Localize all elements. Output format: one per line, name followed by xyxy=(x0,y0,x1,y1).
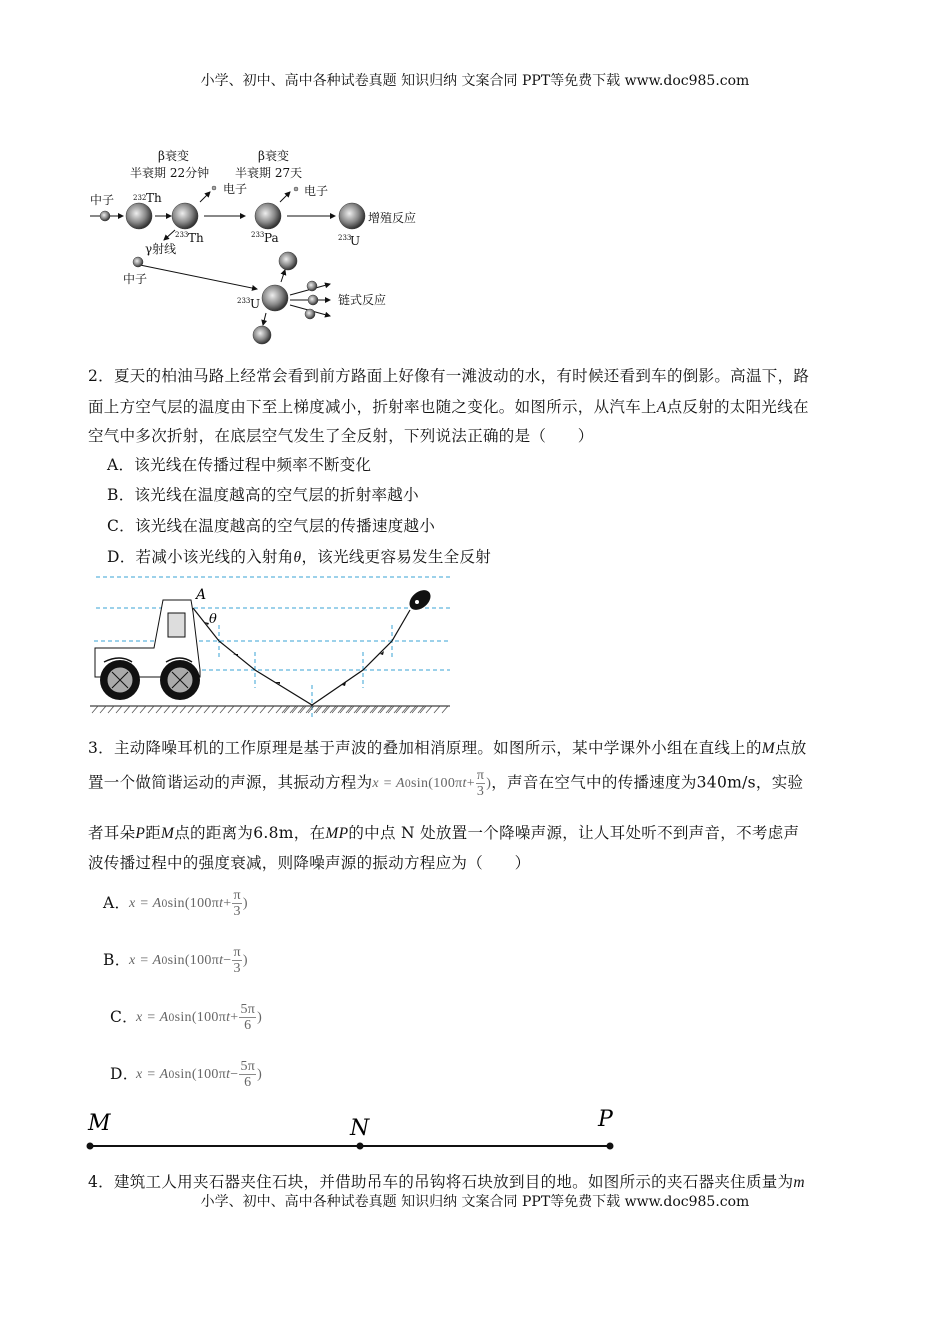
eq-sub: 0 xyxy=(404,777,412,790)
num: 5π xyxy=(240,1059,256,1074)
num: π xyxy=(233,888,241,903)
decay-label: β衰变 xyxy=(258,149,289,163)
equation xyxy=(136,1002,262,1033)
page-footer: 小学、初中、高中各种试卷真题 知识归纳 文案合同 PPT等免费下载 www.doc985.com xyxy=(200,1194,750,1210)
text: 者耳朵 xyxy=(88,824,136,842)
element-label: Th xyxy=(146,191,162,205)
eq-part: sin(100π xyxy=(167,952,220,968)
eq-part: sin(100π xyxy=(167,895,220,911)
q3-option-d[interactable] xyxy=(110,1059,262,1090)
mirage-light-diagram xyxy=(80,570,460,720)
var: M xyxy=(161,825,175,842)
eq-part: t xyxy=(226,1066,231,1082)
eq-part: ) xyxy=(242,952,248,968)
text: ，声音在空气中的传播速度为340m/s，实验 xyxy=(491,773,804,792)
point-n: N xyxy=(350,1116,370,1141)
num: π xyxy=(233,945,241,960)
question-2-text: 2．夏天的柏油马路上经常会看到前方路面上好像有一滩波动的水，有时候还看到车的倒影。高温下，路 xyxy=(88,367,810,385)
element-label: Th xyxy=(188,231,204,245)
den: 3 xyxy=(476,784,485,799)
eq-part: t xyxy=(226,1009,231,1025)
eq-sub: 0 xyxy=(161,954,168,967)
den: 6 xyxy=(244,1018,252,1033)
halflife-label: 半衰期 27天 xyxy=(235,166,303,180)
text: 3．主动降噪耳机的工作原理是基于声波的叠加相消原理。如图所示，某中学课外小组在直线上的 xyxy=(88,739,762,757)
num: π xyxy=(476,768,485,783)
question-4-text xyxy=(88,1170,805,1192)
fraction xyxy=(239,1002,256,1033)
eq-part: x = A xyxy=(136,1066,169,1082)
point-p: P xyxy=(598,1107,613,1132)
q3-option-b[interactable] xyxy=(103,945,248,976)
option-c[interactable]: C．该光线在温度越高的空气层的传播速度越小 xyxy=(107,517,436,535)
m-var: m xyxy=(793,1174,805,1191)
chain-label: 链式反应 xyxy=(338,293,387,307)
mass-number: 233 xyxy=(338,234,352,242)
text: 的中点 N 处放置一个降噪声源，让人耳处听不到声音，不考虑声 xyxy=(348,824,800,842)
eq-part: t xyxy=(219,952,224,968)
electron-label: 电子 xyxy=(223,182,248,196)
question-3-text xyxy=(88,821,799,843)
eq-part: x = A xyxy=(129,952,162,968)
text: 距 xyxy=(145,824,161,842)
question-3-text: 波传播过程中的强度衰减，则降噪声源的振动方程应为（ ） xyxy=(88,854,531,872)
halflife-label: 半衰期 22分钟 xyxy=(130,166,210,180)
gamma-label: γ射线 xyxy=(145,242,177,256)
point-m: M xyxy=(88,1111,111,1136)
particle-balls xyxy=(100,186,365,344)
equation xyxy=(129,945,248,976)
eq-part: + xyxy=(223,895,232,911)
question-2-text: 空气中多次折射，在底层空气发生了全反射，下列说法正确的是（ ） xyxy=(88,427,594,445)
text: 点反射的太阳光线在 xyxy=(666,398,809,416)
eq-part: + xyxy=(466,775,475,791)
theta: θ xyxy=(293,549,302,566)
eq-part: t xyxy=(462,775,467,791)
electron-label: 电子 xyxy=(304,184,329,198)
text: 置一个做简谐运动的声源，其振动方程为 xyxy=(88,773,373,792)
option-label: B． xyxy=(103,950,131,969)
var: MP xyxy=(325,825,349,842)
q3-option-a[interactable] xyxy=(103,888,248,919)
var: P xyxy=(135,825,146,842)
element-label: U xyxy=(250,297,261,311)
neutron-label: 中子 xyxy=(90,193,115,207)
fraction xyxy=(239,1059,256,1090)
eq-sub: 0 xyxy=(168,1068,175,1081)
nuclear-reaction-diagram xyxy=(80,140,440,350)
question-2-text xyxy=(88,395,809,417)
den: 6 xyxy=(244,1075,252,1090)
point-a-label: A xyxy=(196,587,207,603)
eq-part: ) xyxy=(242,895,248,911)
m-var: M xyxy=(761,740,775,757)
mass-number: 233 xyxy=(237,297,251,305)
equation xyxy=(129,888,248,919)
eq-part: − xyxy=(223,952,232,968)
text: 点放 xyxy=(774,739,807,757)
eq-part: ) xyxy=(257,1009,263,1025)
eq-part: x = A xyxy=(136,1009,169,1025)
den: 3 xyxy=(233,904,241,919)
fraction xyxy=(476,768,485,799)
text: 4．建筑工人用夹石器夹住石块，并借助吊车的吊钩将石块放到目的地。如图所示的夹石器夹住质量为 xyxy=(88,1173,794,1191)
den: 3 xyxy=(233,961,241,976)
text: 点的距离为6.8m，在 xyxy=(174,824,326,842)
q3-option-c[interactable] xyxy=(110,1002,262,1033)
eq-part: x = A xyxy=(372,775,405,791)
eye-icon xyxy=(406,586,435,614)
eq-part: x = A xyxy=(129,895,162,911)
question-3-text xyxy=(88,736,807,758)
eq-part: sin(100π xyxy=(411,775,463,791)
fraction xyxy=(232,945,241,976)
question-3-text xyxy=(88,768,803,799)
eq-sub: 0 xyxy=(168,1011,175,1024)
option-a[interactable]: A．该光线在传播过程中频率不断变化 xyxy=(107,456,372,474)
equation xyxy=(136,1059,262,1090)
mass-number: 233 xyxy=(251,231,265,239)
mnp-line-diagram xyxy=(85,1100,625,1160)
decay-label: β衰变 xyxy=(158,149,189,163)
eq-sub: 0 xyxy=(161,897,168,910)
mass-number: 232 xyxy=(133,194,147,202)
eq-part: sin(100π xyxy=(174,1009,227,1025)
mass-number: 233 xyxy=(175,231,189,239)
fraction xyxy=(232,888,241,919)
option-label: D． xyxy=(110,1064,139,1083)
neutron-label: 中子 xyxy=(123,272,148,286)
ground-hatch xyxy=(92,706,448,713)
eq-part: ) xyxy=(486,775,492,791)
option-label: A． xyxy=(103,893,131,912)
point-a: A xyxy=(656,399,667,416)
option-d[interactable] xyxy=(107,545,491,567)
theta-label: θ xyxy=(209,612,217,627)
eq-part: + xyxy=(230,1009,239,1025)
breeding-label: 增殖反应 xyxy=(368,211,417,225)
eq-part: − xyxy=(230,1066,239,1082)
option-b[interactable]: B．该光线在温度越高的空气层的折射率越小 xyxy=(107,486,419,504)
page-header: 小学、初中、高中各种试卷真题 知识归纳 文案合同 PPT等免费下载 www.doc985.com xyxy=(200,73,750,89)
equation xyxy=(372,768,491,799)
num: 5π xyxy=(240,1002,256,1017)
eq-part: t xyxy=(219,895,224,911)
text: 面上方空气层的温度由下至上梯度减小，折射率也随之变化。如图所示，从汽车上 xyxy=(88,398,657,416)
eq-part: ) xyxy=(257,1066,263,1082)
text: D．若减小该光线的入射角 xyxy=(107,548,294,566)
text: ，该光线更容易发生全反射 xyxy=(301,548,492,566)
option-label: C． xyxy=(110,1007,138,1026)
element-label: Pa xyxy=(264,231,279,245)
car-icon xyxy=(95,600,200,700)
element-label: U xyxy=(350,234,361,248)
eq-part: sin(100π xyxy=(174,1066,227,1082)
